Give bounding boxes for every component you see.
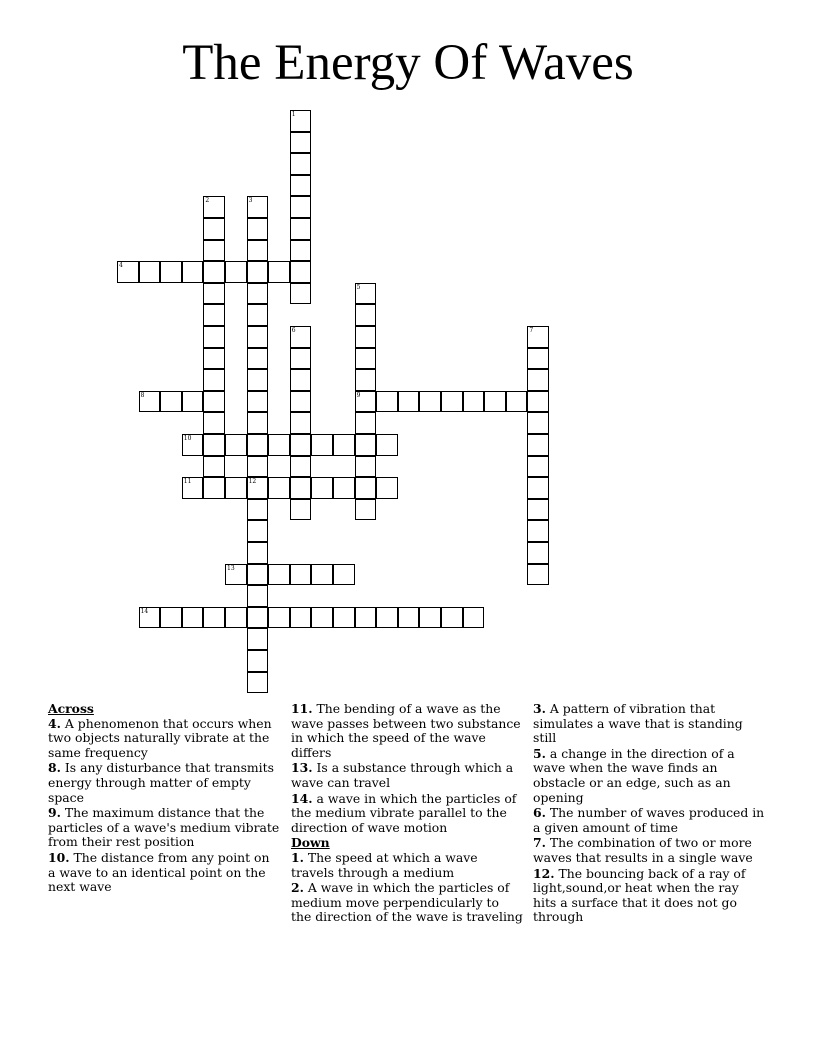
grid-cell[interactable] <box>527 434 549 456</box>
down-heading: Down <box>291 835 330 851</box>
clue-number: 11. <box>291 701 313 716</box>
clue-number-label: 6 <box>291 327 296 334</box>
grid-cell[interactable] <box>333 607 355 629</box>
grid-cell[interactable] <box>527 326 549 348</box>
grid-cell[interactable] <box>527 412 549 434</box>
grid-cell[interactable] <box>247 564 269 586</box>
grid-cell[interactable] <box>247 391 269 413</box>
grid-cell[interactable] <box>419 607 441 629</box>
grid-cell[interactable] <box>311 607 333 629</box>
grid-cell[interactable] <box>268 434 290 456</box>
grid-cell[interactable] <box>355 369 377 391</box>
grid-cell[interactable] <box>527 369 549 391</box>
grid-cell[interactable] <box>203 240 225 262</box>
clue-number: 7. <box>533 835 546 851</box>
clue-text: The number of waves produced in a given amount of time <box>533 805 765 835</box>
grid-cell[interactable] <box>203 261 225 283</box>
grid-cell[interactable] <box>182 434 204 456</box>
grid-cell[interactable] <box>247 218 269 240</box>
grid-cell[interactable] <box>247 261 269 283</box>
grid-cell[interactable] <box>247 672 269 694</box>
grid-cell[interactable] <box>268 564 290 586</box>
grid-cell[interactable] <box>117 261 139 283</box>
clue-text: A wave in which the particles of medium move perpendicularly to the direction of the wave is traveling <box>291 880 523 925</box>
grid-cell[interactable] <box>182 477 204 499</box>
grid-cell[interactable] <box>376 391 398 413</box>
clue-number-label: 12 <box>248 478 257 486</box>
grid-cell[interactable] <box>290 434 312 456</box>
clue-text: Is a substance through which a wave can travel <box>291 760 514 790</box>
clue-number: 3. <box>533 701 546 716</box>
clue-number: 10. <box>48 849 70 865</box>
grid-cell[interactable] <box>247 628 269 650</box>
grid-cell[interactable] <box>290 369 312 391</box>
clue-number-label: 8 <box>140 391 145 399</box>
grid-cell[interactable] <box>182 261 204 283</box>
grid-cell[interactable] <box>355 499 377 521</box>
puzzle-title: The Energy Of Waves <box>182 35 634 91</box>
clue-number-label: 2 <box>205 197 210 205</box>
grid-cell[interactable] <box>376 434 398 456</box>
clue-text: A phenomenon that occurs when two objects naturally vibrate at the same frequency <box>48 715 272 760</box>
grid-cell[interactable] <box>203 304 225 326</box>
grid-cell[interactable] <box>527 477 549 499</box>
clue-text: The bending of a wave as the wave passes between two substance in which the speed of the wave differs <box>291 701 521 760</box>
grid-cell[interactable] <box>290 607 312 629</box>
grid-cell[interactable] <box>247 326 269 348</box>
grid-cell[interactable] <box>290 391 312 413</box>
grid-cell[interactable] <box>268 477 290 499</box>
clue-number-label: 10 <box>183 435 192 442</box>
grid-cell[interactable] <box>203 196 225 218</box>
grid-cell[interactable] <box>527 391 549 413</box>
clue-item <box>291 702 523 760</box>
grid-cell[interactable] <box>290 132 312 154</box>
clue-number-label: 11 <box>183 478 192 486</box>
grid-cell[interactable] <box>355 456 377 478</box>
clue-item <box>291 761 523 790</box>
grid-cell[interactable] <box>290 283 312 305</box>
grid-cell[interactable] <box>355 477 377 499</box>
grid-cell[interactable] <box>225 434 247 456</box>
grid-cell[interactable] <box>290 175 312 197</box>
grid-cell[interactable] <box>355 412 377 434</box>
clue-text: The bouncing back of a ray of light,sound,or heat when the ray hits a surface that it does not go through <box>533 865 746 925</box>
grid-cell[interactable] <box>247 585 269 607</box>
clue-item <box>533 702 765 746</box>
grid-cell[interactable] <box>247 520 269 542</box>
clue-number: 4. <box>48 715 61 731</box>
grid-cell[interactable] <box>203 477 225 499</box>
grid-cell[interactable] <box>247 499 269 521</box>
clue-text: The distance from any point on a wave to an identical point on the next wave <box>48 849 270 895</box>
grid-cell[interactable] <box>527 520 549 542</box>
clue-item <box>48 717 280 761</box>
grid-cell[interactable] <box>160 391 182 413</box>
clue-item <box>291 851 523 880</box>
grid-cell[interactable] <box>203 218 225 240</box>
clues-column-2 <box>291 702 523 926</box>
clue-text: a change in the direction of a wave when the wave finds an obstacle or an edge, such as an opening <box>533 745 735 805</box>
grid-cell[interactable] <box>203 348 225 370</box>
grid-cell[interactable] <box>247 412 269 434</box>
clue-text: A pattern of vibration that simulates a wave that is standing still <box>533 701 743 746</box>
clue-number-label: 7 <box>529 327 534 334</box>
grid-cell[interactable] <box>160 261 182 283</box>
grid-cell[interactable] <box>247 369 269 391</box>
grid-cell[interactable] <box>463 391 485 413</box>
grid-cell[interactable] <box>203 391 225 413</box>
clue-number-label: 3 <box>248 197 253 205</box>
grid-cell[interactable] <box>355 283 377 305</box>
grid-cell[interactable] <box>203 434 225 456</box>
grid-cell[interactable] <box>311 477 333 499</box>
grid-cell[interactable] <box>203 369 225 391</box>
clue-number-label: 1 <box>291 111 296 118</box>
grid-cell[interactable] <box>290 456 312 478</box>
grid-cell[interactable] <box>203 456 225 478</box>
grid-cell[interactable] <box>463 607 485 629</box>
grid-cell[interactable] <box>441 391 463 413</box>
grid-cell[interactable] <box>290 153 312 175</box>
grid-cell[interactable] <box>290 412 312 434</box>
grid-cell[interactable] <box>333 564 355 586</box>
grid-cell[interactable] <box>355 391 377 413</box>
grid-cell[interactable] <box>225 564 247 586</box>
grid-cell[interactable] <box>247 456 269 478</box>
clue-text: Is any disturbance that transmits energy through matter of empty space <box>48 760 274 805</box>
grid-cell[interactable] <box>290 326 312 348</box>
grid-cell[interactable] <box>247 434 269 456</box>
grid-cell[interactable] <box>527 456 549 478</box>
grid-cell[interactable] <box>527 348 549 370</box>
grid-cell[interactable] <box>203 607 225 629</box>
grid-cell[interactable] <box>419 391 441 413</box>
grid-cell[interactable] <box>139 391 161 413</box>
grid-cell[interactable] <box>376 607 398 629</box>
clue-text: The maximum distance that the particles of a wave's medium vibrate from their rest position <box>48 805 280 850</box>
grid-cell[interactable] <box>247 542 269 564</box>
clues-column-1 <box>48 702 280 896</box>
grid-cell[interactable] <box>355 607 377 629</box>
clue-number: 1. <box>291 849 304 865</box>
clue-number: 13. <box>291 760 313 776</box>
grid-cell[interactable] <box>398 391 420 413</box>
grid-cell[interactable] <box>247 348 269 370</box>
grid-cell[interactable] <box>203 326 225 348</box>
grid-cell[interactable] <box>333 434 355 456</box>
clue-number: 6. <box>533 805 546 821</box>
grid-cell[interactable] <box>376 477 398 499</box>
grid-cell[interactable] <box>203 283 225 305</box>
clue-number: 12. <box>533 865 555 881</box>
grid-cell[interactable] <box>225 607 247 629</box>
grid-cell[interactable] <box>182 391 204 413</box>
grid-cell[interactable] <box>247 283 269 305</box>
grid-cell[interactable] <box>139 607 161 629</box>
grid-cell[interactable] <box>290 348 312 370</box>
clue-number-label: 5 <box>356 283 361 291</box>
grid-cell[interactable] <box>247 477 269 499</box>
grid-cell[interactable] <box>484 391 506 413</box>
grid-cell[interactable] <box>506 391 528 413</box>
grid-cell[interactable] <box>225 261 247 283</box>
clue-number: 14. <box>291 790 313 806</box>
clue-number-label: 14 <box>140 607 149 615</box>
clue-number-label: 9 <box>356 391 361 399</box>
grid-cell[interactable] <box>398 607 420 629</box>
grid-cell[interactable] <box>355 326 377 348</box>
across-heading: Across <box>48 701 94 716</box>
grid-cell[interactable] <box>203 412 225 434</box>
grid-cell[interactable] <box>247 607 269 629</box>
grid-cell[interactable] <box>160 607 182 629</box>
grid-cell[interactable] <box>225 477 247 499</box>
grid-cell[interactable] <box>290 240 312 262</box>
grid-cell[interactable] <box>527 564 549 586</box>
grid-cell[interactable] <box>355 434 377 456</box>
grid-cell[interactable] <box>290 477 312 499</box>
clue-text: a wave in which the particles of the medium vibrate parallel to the direction of wave motion <box>291 790 517 835</box>
grid-cell[interactable] <box>527 499 549 521</box>
grid-cell[interactable] <box>290 564 312 586</box>
grid-cell[interactable] <box>247 240 269 262</box>
clue-item <box>291 881 523 925</box>
clue-item <box>533 747 765 805</box>
clues-column-3 <box>533 702 765 926</box>
grid-cell[interactable] <box>290 110 312 132</box>
grid-cell[interactable] <box>527 542 549 564</box>
clue-item <box>48 851 280 895</box>
grid-cell[interactable] <box>139 261 161 283</box>
grid-cell[interactable] <box>290 261 312 283</box>
clue-text: The combination of two or more waves that results in a single wave <box>533 835 753 865</box>
clue-item <box>533 836 765 865</box>
clue-item <box>48 806 280 850</box>
grid-cell[interactable] <box>441 607 463 629</box>
grid-cell[interactable] <box>355 348 377 370</box>
clue-number: 9. <box>48 805 61 821</box>
grid-cell[interactable] <box>247 304 269 326</box>
grid-cell[interactable] <box>290 218 312 240</box>
clue-item <box>533 806 765 835</box>
grid-cell[interactable] <box>311 434 333 456</box>
clue-number: 2. <box>291 880 304 896</box>
grid-cell[interactable] <box>290 196 312 218</box>
grid-cell[interactable] <box>355 304 377 326</box>
grid-cell[interactable] <box>268 607 290 629</box>
clue-number: 8. <box>48 760 61 776</box>
grid-cell[interactable] <box>311 564 333 586</box>
clue-item <box>533 867 765 925</box>
grid-cell[interactable] <box>247 650 269 672</box>
clue-number: 5. <box>533 745 546 761</box>
clue-number-label: 13 <box>227 564 235 572</box>
clue-number-label: 4 <box>119 262 123 270</box>
clue-item <box>48 761 280 805</box>
grid-cell[interactable] <box>268 261 290 283</box>
grid-cell[interactable] <box>182 607 204 629</box>
grid-cell[interactable] <box>247 196 269 218</box>
clue-text: The speed at which a wave travels through a medium <box>291 849 478 880</box>
grid-cell[interactable] <box>333 477 355 499</box>
clue-item <box>291 792 523 836</box>
grid-cell[interactable] <box>290 499 312 521</box>
